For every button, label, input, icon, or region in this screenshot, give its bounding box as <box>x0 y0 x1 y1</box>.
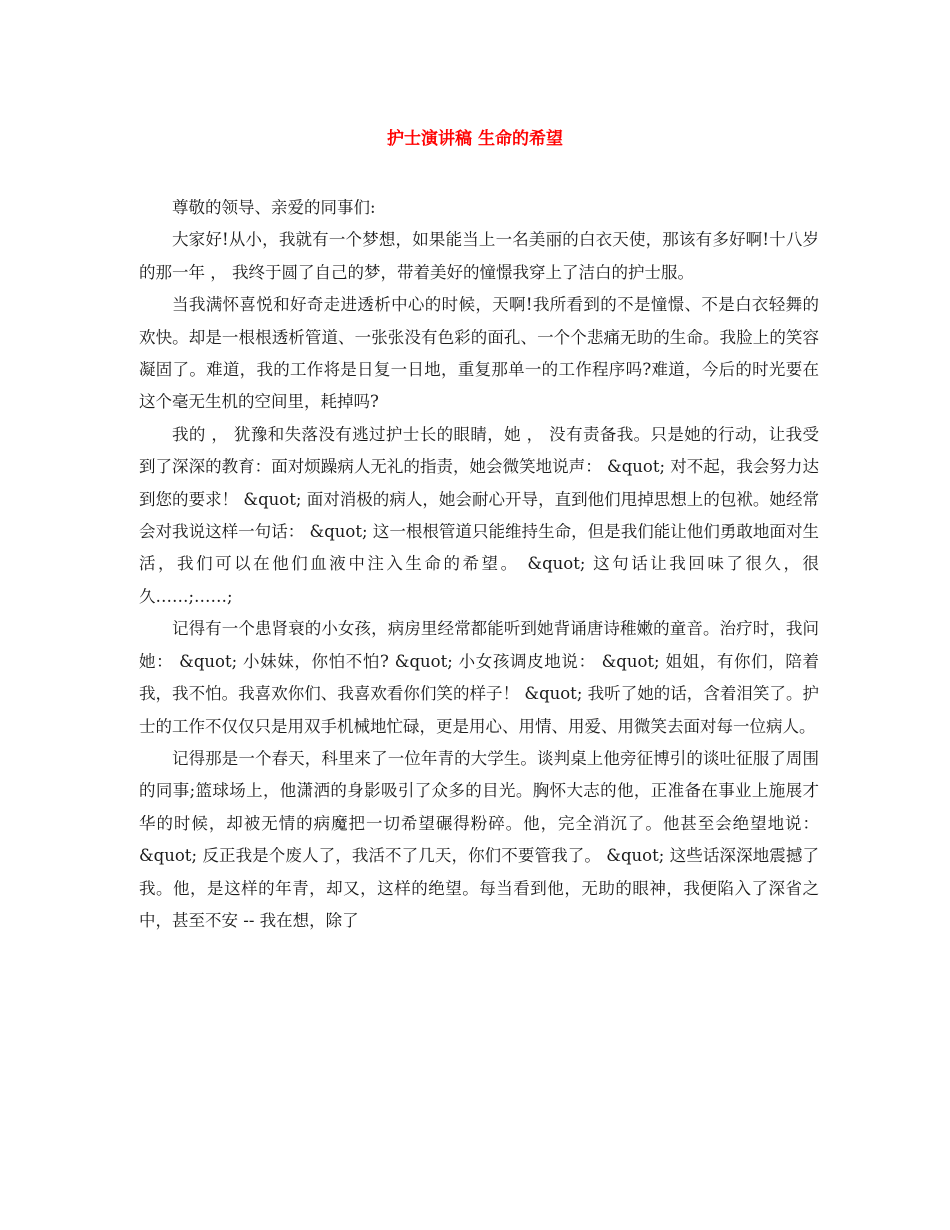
paragraph-5: 记得那是一个春天，科里来了一位年青的大学生。谈判桌上他旁征博引的谈吐征服了周围的同事;篮球场上，他潇洒的身影吸引了众多的目光。胸怀大志的他，正准备在事业上施展才华的时候，却被无情的病魔把一切希望碾得粉碎。他，完全消沉了。他甚至会绝望地说： &quot; 反正我是个废人了，我活不了几天，你们不要管我了。 &quot; 这些话深深地震撼了我。他，是这样的年青，却又，这样的绝望。每当看到他，无助的眼神，我便陷入了深省之中，甚至不安 -- 我在想，除了 <box>139 748 819 930</box>
document-body <box>139 192 819 937</box>
paragraph-1: 大家好!从小，我就有一个梦想，如果能当上一名美丽的白衣天使，那该有多好啊!十八岁的那一年 ， 我终于圆了自己的梦，带着美好的憧憬我穿上了洁白的护士服。 <box>139 230 819 282</box>
paragraph-3: 我的 ， 犹豫和失落没有逃过护士长的眼睛，她 ， 没有责备我。只是她的行动，让我受到了深深的教育：面对烦躁病人无礼的指责，她会微笑地说声： &quot; 对不起，我会努力达到您的要求！ &quot; 面对消极的病人，她会耐心开导，直到他们甩掉思想上的包袱。她经常会对我说这样一句话： &quot; 这一根根管道只能维持生命，但是我们能让他们勇敢地面对生活，我们可以在他们血液中注入生命的希望。 &quot; 这句话让我回味了很久，很久……;……; <box>139 424 819 606</box>
paragraph-4: 记得有一个患肾衰的小女孩，病房里经常都能听到她背诵唐诗稚嫩的童音。治疗时，我问她： &quot; 小妹妹，你怕不怕? &quot; 小女孩调皮地说： &quot; 姐姐，有你们，陪着我，我不怕。我喜欢你们、我喜欢看你们笑的样子！ &quot; 我听了她的话，含着泪笑了。护士的工作不仅仅只是用双手机械地忙碌，更是用心、用情、用爱、用微笑去面对每一位病人。 <box>139 619 819 736</box>
paragraph-salutation: 尊敬的领导、亲爱的同事们: <box>172 198 376 217</box>
paragraph-2: 当我满怀喜悦和好奇走进透析中心的时候，天啊!我所看到的不是憧憬、不是白衣轻舞的欢快。却是一根根透析管道、一张张没有色彩的面孔、一个个悲痛无助的生命。我脸上的笑容凝固了。难道，我的工作将是日复一日地，重复那单一的工作程序吗?难道，今后的时光要在这个毫无生机的空间里，耗掉吗? <box>139 295 819 412</box>
document-title: 护士演讲稿 生命的希望 <box>387 129 563 149</box>
